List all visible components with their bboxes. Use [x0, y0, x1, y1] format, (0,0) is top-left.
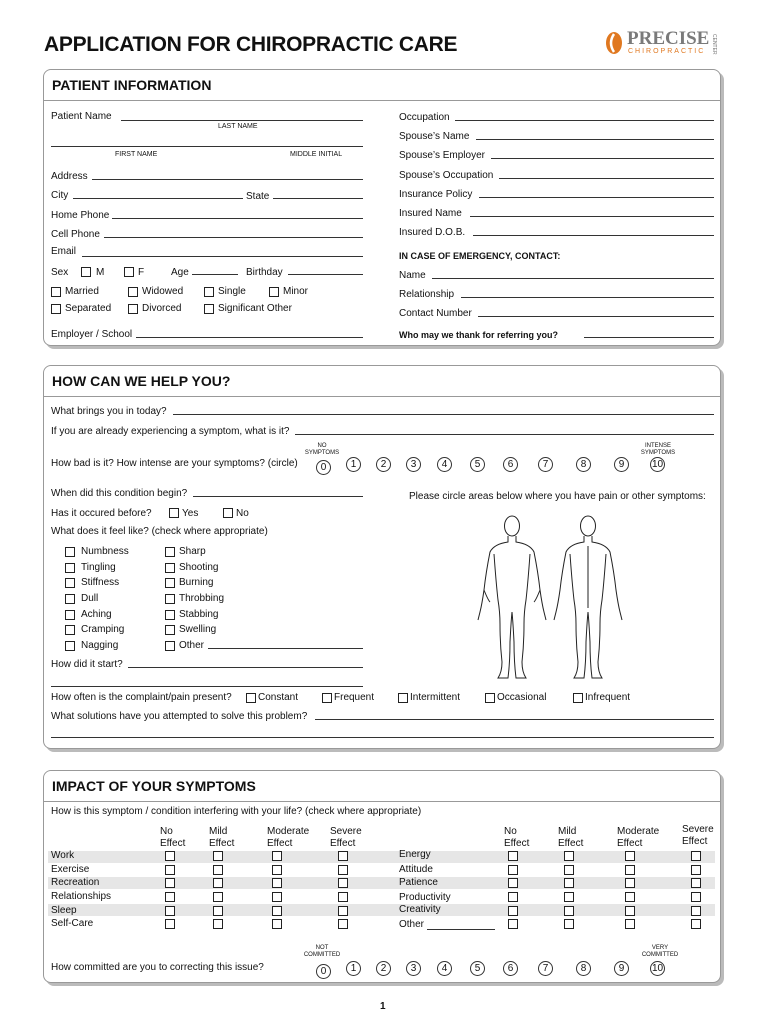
- feeling-label-aching: Aching: [81, 609, 112, 620]
- impact-row-recreation: Recreation: [51, 877, 100, 888]
- frequency-label-intermittent: Intermittent: [410, 692, 461, 703]
- feeling-label-stabbing: Stabbing: [179, 609, 219, 620]
- birthday-label: Birthday: [246, 267, 283, 278]
- impact-other-field[interactable]: [427, 929, 495, 930]
- significant-other-checkbox[interactable]: [204, 304, 214, 314]
- commitment-option-6[interactable]: 6: [503, 961, 518, 976]
- spouse-employer-label: Spouse’s Employer: [399, 150, 485, 161]
- impact-attitude-checkbox-1[interactable]: [564, 865, 574, 875]
- impact-relationships-checkbox-0[interactable]: [165, 892, 175, 902]
- impact-relationships-checkbox-3[interactable]: [338, 892, 348, 902]
- impact-self-care-checkbox-1[interactable]: [213, 919, 223, 929]
- state-label: State: [246, 191, 270, 202]
- impact-col-left-2-l1: Moderate: [267, 826, 310, 837]
- intensity-option-1[interactable]: 1: [346, 457, 361, 472]
- feel-label: What does it feel like? (check where appropriate): [51, 526, 268, 537]
- committed-high-caption: VERY COMMITTED: [641, 945, 679, 958]
- impact-heading: IMPACT OF YOUR SYMPTOMS: [52, 778, 256, 794]
- home-phone-label: Home Phone: [51, 210, 110, 221]
- feeling-label-shooting: Shooting: [179, 562, 219, 573]
- impact-productivity-checkbox-1[interactable]: [564, 892, 574, 902]
- symptom-label: If you are already experiencing a symptom, what is it?: [51, 426, 290, 437]
- commitment-option-10[interactable]: 10: [651, 963, 664, 974]
- home-phone-field[interactable]: [112, 218, 363, 219]
- commitment-option-3[interactable]: 3: [406, 961, 421, 976]
- emergency-name-label: Name: [399, 270, 426, 281]
- last-name-caption: LAST NAME: [218, 123, 258, 130]
- before-no-label: No: [236, 508, 249, 519]
- feeling-label-numbness: Numbness: [81, 546, 129, 557]
- frequency-label-infrequent: Infrequent: [585, 692, 631, 703]
- birthday-field[interactable]: [288, 274, 363, 275]
- spouse-name-field[interactable]: [476, 139, 714, 140]
- widowed-label: Widowed: [142, 286, 184, 297]
- insurance-policy-field[interactable]: [479, 197, 714, 198]
- referral-label: Who may we thank for referring you?: [399, 330, 559, 340]
- committed-low-caption: NOT COMMITTED: [303, 945, 341, 958]
- body-diagram[interactable]: [470, 512, 640, 682]
- logo-mark-icon: [604, 30, 624, 56]
- intensity-option-4[interactable]: 4: [437, 457, 452, 472]
- impact-relationships-checkbox-2[interactable]: [272, 892, 282, 902]
- impact-col-left-3-l2: Effect: [330, 838, 356, 849]
- impact-recreation-checkbox-3[interactable]: [338, 878, 348, 888]
- sex-label: Sex: [51, 267, 69, 278]
- insured-dob-label: Insured D.O.B.: [399, 227, 466, 238]
- emergency-heading: IN CASE OF EMERGENCY, CONTACT:: [399, 251, 561, 261]
- intensity-option-0[interactable]: 0: [316, 460, 331, 475]
- employer-label: Employer / School: [51, 329, 133, 340]
- age-label: Age: [171, 267, 189, 278]
- insurance-policy-label: Insurance Policy: [399, 189, 473, 200]
- impact-exercise-checkbox-2[interactable]: [272, 865, 282, 875]
- brings-field[interactable]: [173, 414, 714, 415]
- city-field[interactable]: [73, 198, 243, 199]
- intensity-option-5[interactable]: 5: [470, 457, 485, 472]
- impact-sleep-checkbox-1[interactable]: [213, 906, 223, 916]
- age-field[interactable]: [192, 274, 238, 275]
- frequency-label-frequent: Frequent: [334, 692, 375, 703]
- impact-row-creativity: Creativity: [399, 904, 441, 915]
- impact-patience-checkbox-2[interactable]: [625, 878, 635, 888]
- impact-row-self-care: Self-Care: [51, 918, 94, 929]
- email-label: Email: [51, 246, 77, 257]
- emergency-relationship-field[interactable]: [461, 297, 714, 298]
- insured-name-label: Insured Name: [399, 208, 462, 219]
- impact-other-checkbox-3[interactable]: [691, 919, 701, 929]
- frequency-checkbox-constant[interactable]: [246, 693, 256, 703]
- page-title: APPLICATION FOR CHIROPRACTIC CARE: [44, 33, 458, 56]
- impact-col-left-2-l2: Effect: [267, 838, 293, 849]
- impact-patience-checkbox-3[interactable]: [691, 878, 701, 888]
- feeling-checkbox-stiffness[interactable]: [65, 578, 75, 588]
- separated-label: Separated: [65, 303, 112, 314]
- impact-row-work: Work: [51, 850, 75, 861]
- impact-exercise-checkbox-1[interactable]: [213, 865, 223, 875]
- impact-col-right-3-l1: Severe: [682, 824, 714, 835]
- impact-col-left-1-l2: Effect: [209, 838, 235, 849]
- frequency-checkbox-frequent[interactable]: [322, 693, 332, 703]
- impact-row-patience: Patience: [399, 877, 438, 888]
- impact-creativity-checkbox-1[interactable]: [564, 906, 574, 916]
- committed-label: How committed are you to correcting this issue?: [51, 962, 264, 973]
- married-label: Married: [65, 286, 99, 297]
- feeling-checkbox-numbness[interactable]: [65, 547, 75, 557]
- employer-field[interactable]: [136, 337, 363, 338]
- frequency-label-constant: Constant: [258, 692, 299, 703]
- before-no-checkbox[interactable]: [223, 508, 233, 518]
- intensity-option-7[interactable]: 7: [538, 457, 553, 472]
- spouse-employer-field[interactable]: [491, 158, 714, 159]
- emergency-contact-number-field[interactable]: [478, 316, 714, 317]
- impact-productivity-checkbox-3[interactable]: [691, 892, 701, 902]
- impact-col-right-1-l1: Mild: [558, 826, 577, 837]
- feeling-checkbox-aching[interactable]: [65, 610, 75, 620]
- divorced-label: Divorced: [142, 303, 182, 314]
- first-name-caption: FIRST NAME: [115, 151, 158, 158]
- logo-sub: CHIROPRACTIC: [628, 48, 706, 55]
- feeling-checkbox-cramping[interactable]: [65, 625, 75, 635]
- impact-col-right-0-l2: Effect: [504, 838, 530, 849]
- single-checkbox[interactable]: [204, 287, 214, 297]
- impact-recreation-checkbox-1[interactable]: [213, 878, 223, 888]
- intensity-option-2[interactable]: 2: [376, 457, 391, 472]
- impact-other-checkbox-2[interactable]: [625, 919, 635, 929]
- significant-other-label: Significant Other: [218, 303, 292, 314]
- feel-other-field[interactable]: [208, 648, 363, 649]
- impact-other-checkbox-1[interactable]: [564, 919, 574, 929]
- start-field-2[interactable]: [51, 686, 363, 687]
- sex-male-checkbox[interactable]: [81, 267, 91, 277]
- commitment-option-2[interactable]: 2: [376, 961, 391, 976]
- intensity-option-10[interactable]: 10: [651, 459, 664, 470]
- impact-self-care-checkbox-0[interactable]: [165, 919, 175, 929]
- insured-dob-field[interactable]: [473, 235, 714, 236]
- address-field[interactable]: [92, 179, 363, 180]
- feeling-checkbox-dull[interactable]: [65, 594, 75, 604]
- logo: [604, 28, 724, 60]
- impact-row-productivity: Productivity: [399, 892, 451, 903]
- commitment-option-1[interactable]: 1: [346, 961, 361, 976]
- sex-female-checkbox[interactable]: [124, 267, 134, 277]
- impact-creativity-checkbox-2[interactable]: [625, 906, 635, 916]
- widowed-checkbox[interactable]: [128, 287, 138, 297]
- insured-name-field[interactable]: [470, 216, 714, 217]
- feeling-label-throbbing: Throbbing: [179, 593, 225, 604]
- occupation-field[interactable]: [455, 120, 714, 121]
- intensity-option-3[interactable]: 3: [406, 457, 421, 472]
- body-back: [554, 516, 622, 678]
- impact-attitude-checkbox-2[interactable]: [625, 865, 635, 875]
- minor-checkbox[interactable]: [269, 287, 279, 297]
- spouse-occupation-field[interactable]: [499, 178, 714, 179]
- impact-productivity-checkbox-0[interactable]: [508, 892, 518, 902]
- feeling-checkbox-burning[interactable]: [165, 578, 175, 588]
- feeling-label-burning: Burning: [179, 577, 214, 588]
- minor-label: Minor: [283, 286, 309, 297]
- frequency-checkbox-intermittent[interactable]: [398, 693, 408, 703]
- cell-phone-field[interactable]: [104, 237, 363, 238]
- feeling-label-dull: Dull: [81, 593, 99, 604]
- impact-recreation-checkbox-2[interactable]: [272, 878, 282, 888]
- impact-work-checkbox-2[interactable]: [272, 851, 282, 861]
- impact-col-right-3-l2: Effect: [682, 836, 708, 847]
- impact-attitude-checkbox-3[interactable]: [691, 865, 701, 875]
- impact-col-right-1-l2: Effect: [558, 838, 584, 849]
- impact-sleep-checkbox-0[interactable]: [165, 906, 175, 916]
- body-front: [478, 516, 546, 678]
- emergency-name-field[interactable]: [432, 278, 714, 279]
- address-label: Address: [51, 171, 88, 182]
- how-often-label: How often is the complaint/pain present?: [51, 692, 232, 703]
- cell-phone-label: Cell Phone: [51, 229, 100, 240]
- referral-field[interactable]: [584, 337, 714, 338]
- solutions-field[interactable]: [315, 719, 714, 720]
- feeling-checkbox-swelling[interactable]: [165, 625, 175, 635]
- last-name-field[interactable]: [121, 120, 363, 121]
- frequency-checkbox-infrequent[interactable]: [573, 693, 583, 703]
- impact-patience-checkbox-0[interactable]: [508, 878, 518, 888]
- intensity-option-8[interactable]: 8: [576, 457, 591, 472]
- before-yes-label: Yes: [182, 508, 199, 519]
- emergency-contact-number-label: Contact Number: [399, 308, 472, 319]
- feeling-label-sharp: Sharp: [179, 546, 206, 557]
- impact-other-checkbox-0[interactable]: [508, 919, 518, 929]
- impact-shade-0: [48, 851, 715, 863]
- commitment-option-8[interactable]: 8: [576, 961, 591, 976]
- feeling-checkbox-other[interactable]: [165, 641, 175, 651]
- impact-exercise-checkbox-3[interactable]: [338, 865, 348, 875]
- commitment-option-5[interactable]: 5: [470, 961, 485, 976]
- intensity-option-9[interactable]: 9: [614, 457, 629, 472]
- divorced-checkbox[interactable]: [128, 304, 138, 314]
- impact-energy-checkbox-2[interactable]: [625, 851, 635, 861]
- sex-female-label: F: [138, 267, 145, 278]
- scale-low-caption: NO SYMPTOMS: [304, 443, 340, 456]
- impact-col-left-0-l2: Effect: [160, 838, 186, 849]
- feeling-label-other: Other: [179, 640, 205, 651]
- help-heading: HOW CAN WE HELP YOU?: [52, 373, 231, 389]
- frequency-checkbox-occasional[interactable]: [485, 693, 495, 703]
- feeling-checkbox-stabbing[interactable]: [165, 610, 175, 620]
- impact-sleep-checkbox-3[interactable]: [338, 906, 348, 916]
- feeling-checkbox-tingling[interactable]: [65, 563, 75, 573]
- how-bad-label: How bad is it? How intense are your symptoms? (circle): [51, 458, 298, 469]
- feeling-label-swelling: Swelling: [179, 624, 217, 635]
- sex-male-label: M: [96, 267, 105, 278]
- impact-row-attitude: Attitude: [399, 864, 433, 875]
- single-label: Single: [218, 286, 246, 297]
- impact-question: How is this symptom / condition interfering with your life? (check where appropriate): [51, 806, 422, 817]
- when-field[interactable]: [193, 496, 363, 497]
- impact-shade-2: [48, 904, 715, 916]
- impact-productivity-checkbox-2[interactable]: [625, 892, 635, 902]
- commitment-option-4[interactable]: 4: [437, 961, 452, 976]
- feeling-checkbox-nagging[interactable]: [65, 641, 75, 651]
- patient-info-heading: PATIENT INFORMATION: [52, 77, 212, 93]
- intensity-option-6[interactable]: 6: [503, 457, 518, 472]
- impact-exercise-checkbox-0[interactable]: [165, 865, 175, 875]
- impact-row-other: Other: [399, 919, 425, 930]
- spouse-name-label: Spouse’s Name: [399, 131, 470, 142]
- scale-high-caption: INTENSE SYMPTOMS: [640, 443, 676, 456]
- feeling-label-tingling: Tingling: [81, 562, 116, 573]
- impact-energy-checkbox-0[interactable]: [508, 851, 518, 861]
- symptom-field[interactable]: [295, 434, 714, 435]
- middle-initial-caption: MIDDLE INITIAL: [290, 151, 343, 158]
- impact-col-left-0-l1: No: [160, 826, 173, 837]
- first-name-field[interactable]: [51, 146, 363, 147]
- impact-row-exercise: Exercise: [51, 864, 90, 875]
- impact-work-checkbox-1[interactable]: [213, 851, 223, 861]
- commitment-option-0[interactable]: 0: [316, 964, 331, 979]
- before-label: Has it occured before?: [51, 508, 152, 519]
- feeling-checkbox-throbbing[interactable]: [165, 594, 175, 604]
- impact-row-sleep: Sleep: [51, 905, 77, 916]
- impact-sleep-checkbox-2[interactable]: [272, 906, 282, 916]
- impact-col-left-3-l1: Severe: [330, 826, 362, 837]
- impact-col-right-2-l1: Moderate: [617, 826, 660, 837]
- impact-header: [44, 771, 720, 802]
- frequency-label-occasional: Occasional: [497, 692, 547, 703]
- impact-col-left-1-l1: Mild: [209, 826, 228, 837]
- impact-energy-checkbox-1[interactable]: [564, 851, 574, 861]
- spouse-occupation-label: Spouse’s Occupation: [399, 170, 494, 181]
- impact-attitude-checkbox-0[interactable]: [508, 865, 518, 875]
- impact-creativity-checkbox-3[interactable]: [691, 906, 701, 916]
- impact-row-relationships: Relationships: [51, 891, 112, 902]
- commitment-option-7[interactable]: 7: [538, 961, 553, 976]
- impact-relationships-checkbox-1[interactable]: [213, 892, 223, 902]
- feeling-checkbox-sharp[interactable]: [165, 547, 175, 557]
- feeling-label-stiffness: Stiffness: [81, 577, 120, 588]
- impact-row-energy: Energy: [399, 849, 431, 860]
- impact-work-checkbox-3[interactable]: [338, 851, 348, 861]
- patient-name-label: Patient Name: [51, 111, 112, 122]
- logo-side: CENTER: [711, 34, 717, 55]
- commitment-option-9[interactable]: 9: [614, 961, 629, 976]
- impact-self-care-checkbox-2[interactable]: [272, 919, 282, 929]
- when-label: When did this condition begin?: [51, 488, 188, 499]
- separated-checkbox[interactable]: [51, 304, 61, 314]
- impact-col-right-2-l2: Effect: [617, 838, 643, 849]
- page-number: 1: [380, 1001, 386, 1012]
- patient-info-header: [44, 70, 720, 101]
- email-field[interactable]: [82, 256, 363, 257]
- impact-shade-1: [48, 877, 715, 889]
- solutions-field-2[interactable]: [51, 737, 714, 738]
- brings-label: What brings you in today?: [51, 406, 167, 417]
- solutions-label: What solutions have you attempted to solve this problem?: [51, 711, 308, 722]
- feeling-checkbox-shooting[interactable]: [165, 563, 175, 573]
- occupation-label: Occupation: [399, 112, 450, 123]
- impact-creativity-checkbox-0[interactable]: [508, 906, 518, 916]
- state-field[interactable]: [273, 198, 363, 199]
- start-label: How did it start?: [51, 659, 123, 670]
- help-header: [44, 366, 720, 397]
- impact-energy-checkbox-3[interactable]: [691, 851, 701, 861]
- impact-self-care-checkbox-3[interactable]: [338, 919, 348, 929]
- emergency-relationship-label: Relationship: [399, 289, 455, 300]
- start-field[interactable]: [128, 667, 363, 668]
- before-yes-checkbox[interactable]: [169, 508, 179, 518]
- married-checkbox[interactable]: [51, 287, 61, 297]
- circle-areas-label: Please circle areas below where you have pain or other symptoms:: [409, 491, 706, 502]
- feeling-label-nagging: Nagging: [81, 640, 119, 651]
- impact-col-right-0-l1: No: [504, 826, 517, 837]
- impact-recreation-checkbox-0[interactable]: [165, 878, 175, 888]
- logo-word: PRECISE: [627, 28, 710, 49]
- feeling-label-cramping: Cramping: [81, 624, 125, 635]
- impact-work-checkbox-0[interactable]: [165, 851, 175, 861]
- impact-patience-checkbox-1[interactable]: [564, 878, 574, 888]
- city-label: City: [51, 190, 69, 201]
